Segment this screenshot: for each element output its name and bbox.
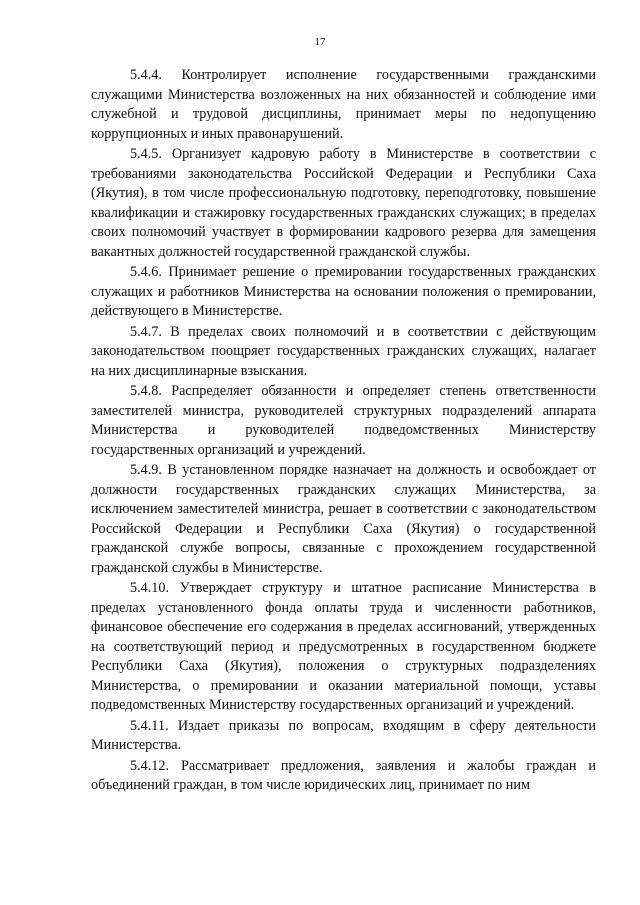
- paragraph-5-4-7: 5.4.7. В пределах своих полномочий и в соответствии с действующим законодательством поощряет государственных гражданских служащих, налагает на них дисциплинарные взыскания.: [91, 323, 596, 379]
- paragraph-5-4-11: 5.4.11. Издает приказы по вопросам, входящим в сферу деятельности Министерства.: [91, 717, 596, 753]
- paragraph-5-4-9: 5.4.9. В установленном порядке назначает на должность и освобождает от должности государственных гражданских служащих Министерства, за исключением заместителей министра, решает в соответствии с законодательством Российской Федерации и Республики Саха (Якутия) о государственной гражданской службе вопросы, связанные с прохождением государственной гражданской службы в Министерстве.: [91, 462, 596, 576]
- document-body: [91, 66, 596, 796]
- paragraph-5-4-5: 5.4.5. Организует кадровую работу в Министерстве в соответствии с требованиями законодательства Российской Федерации и Республики Саха (Якутия), в том числе профессиональную подготовку, переподготовку, повышение квалификации и стажировку государственных гражданских служащих; в пределах своих полномочий участвует в формировании кадрового резерва для замещения вакантных должностей государственной гражданской службы.: [91, 146, 596, 260]
- paragraph-5-4-10: 5.4.10. Утверждает структуру и штатное расписание Министерства в пределах установленного фонда оплаты труда и численности работников, финансовое обеспечение его содержания в пределах ассигнований, утвержденных на соответствующий период и предусмотренных в государственном бюджете Республики Саха (Якутия), положения о структурных подразделениях Министерства, о премировании и оказании материальной помощи, уставы подведомственных Министерству государственных организаций и учреждений.: [91, 580, 596, 713]
- paragraph-5-4-6: 5.4.6. Принимает решение о премировании государственных гражданских служащих и работников Министерства на основании положения о премировании, действующего в Министерстве.: [91, 264, 596, 319]
- page-number: 17: [314, 36, 326, 48]
- paragraph-5-4-4: 5.4.4. Контролирует исполнение государственными гражданскими служащими Министерства возложенных на них обязанностей и соблюдение ими служебной и трудовой дисциплины, принимает меры по недопущению коррупционных и иных правонарушений.: [91, 67, 596, 142]
- paragraph-5-4-8: 5.4.8. Распределяет обязанности и определяет степень ответственности заместителей министра, руководителей структурных подразделений аппарата Министерства и руководителей подведомственных Министерству государственных организаций и учреждений.: [91, 383, 596, 458]
- paragraph-5-4-12: 5.4.12. Рассматривает предложения, заявления и жалобы граждан и объединений граждан, в том числе юридических лиц, принимает по ним: [91, 757, 596, 793]
